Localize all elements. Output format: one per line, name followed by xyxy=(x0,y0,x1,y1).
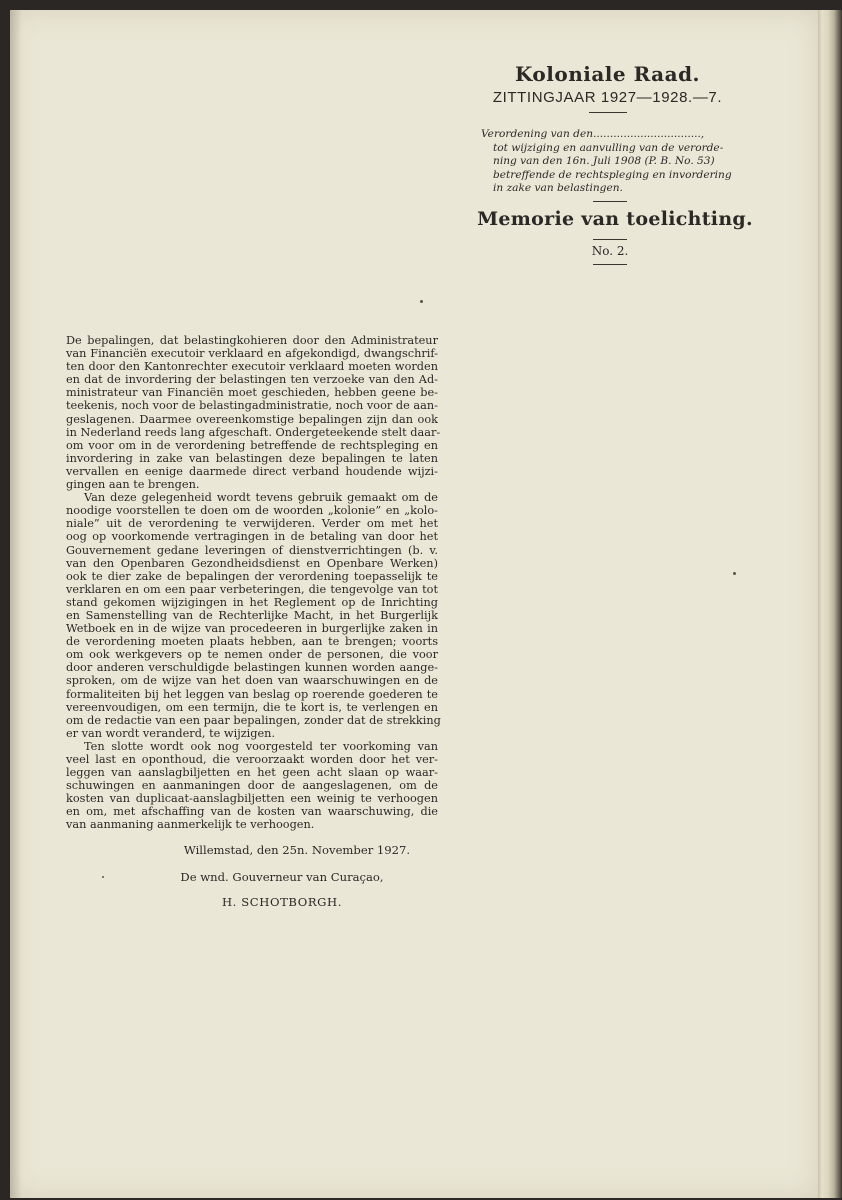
body-line: ook te dier zake de bepalingen der verordening toepasselijk te xyxy=(66,569,438,583)
signatory-name: H. SCHOTBORGH. xyxy=(221,895,343,909)
place-date: Willemstad, den 25n. November 1927. xyxy=(183,843,411,857)
body-line: de verordening moeten plaats hebben, aan te brengen; voorts xyxy=(66,635,438,649)
page-shadow xyxy=(10,10,22,1198)
ordinance-line: ning van den 16n. Juli 1908 (P. B. No. 53) xyxy=(493,155,715,168)
number-divider xyxy=(593,264,627,265)
body-line: ten door den Kantonrechter executoir verklaard moeten worden xyxy=(66,360,438,374)
body-line: Van deze gelegenheid wordt tevens gebruik gemaakt om de xyxy=(84,491,438,505)
body-line: schuwingen en aanmaningen door de aangeslagenen, om de xyxy=(66,779,438,793)
document-number: No. 2. xyxy=(591,244,629,258)
body-line: vervallen en eenige daarmede direct verband houdende wijzi- xyxy=(66,464,438,478)
body-line: door anderen verschuldigde belastingen kunnen worden aange- xyxy=(66,661,438,675)
body-line: Gouvernement gedane leveringen of dienstverrichtingen (b. v. xyxy=(66,543,438,557)
body-line: teekenis, noch voor de belastingadministratie, noch voor de aan- xyxy=(66,399,438,413)
body-line: ministrateur van Financiën moet geschieden, hebben geene be- xyxy=(66,386,438,400)
body-line: vereenvoudigen, om een termijn, die te kort is, te verlengen en xyxy=(66,700,438,714)
ordinance-description xyxy=(481,128,737,196)
ordinance-line: tot wijziging en aanvulling van de verorde- xyxy=(493,141,724,154)
body-line: Ten slotte wordt ook nog voorgesteld ter voorkoming van xyxy=(84,739,438,753)
body-line: De bepalingen, dat belastingkohieren door den Administrateur xyxy=(66,334,438,347)
body-line: niale” uit de verordening te verwijderen. Verder om met het xyxy=(66,517,438,531)
body-line: leggen van aanslagbiljetten en het geen acht slaan op waar- xyxy=(66,766,438,780)
body-line: sproken, om de wijze van het doen van waarschuwingen en de xyxy=(66,674,438,688)
body-line: veel last en oponthoud, die veroorzaakt worden door het ver- xyxy=(66,753,438,766)
body-line: formaliteiten bij het leggen van beslag op roerende goederen te xyxy=(66,687,438,701)
body-line: noodige voorstellen te doen om de woorden „kolonie” en „kolo- xyxy=(66,504,438,518)
body-line: gingen aan te brengen. xyxy=(66,478,200,492)
title-divider xyxy=(593,239,627,240)
document-title: Memorie van toelichting. xyxy=(477,208,753,230)
body-line: in Nederland reeds lang afgeschaft. Ondergeteekende stelt daar- xyxy=(66,425,441,439)
body-line: Wetboek en in de wijze van procedeeren in burgerlijke zaken in xyxy=(66,622,438,636)
paper-speck xyxy=(733,572,736,575)
body-line: geslagenen. Daarmee overeenkomstige bepalingen zijn dan ook xyxy=(66,412,438,426)
body-line: en dat de invordering der belastingen ten verzoeke van den Ad- xyxy=(66,373,438,387)
body-line: en Samenstelling van de Rechterlijke Macht, in het Burgerlijk xyxy=(66,608,438,622)
ordinance-line: Verordening van den................................, xyxy=(481,128,705,140)
body-line: verklaren en om een paar verbeteringen, die tengevolge van tot xyxy=(66,582,438,596)
document-header xyxy=(470,62,745,113)
signatory-office: De wnd. Gouverneur van Curaçao, xyxy=(180,870,384,884)
session-year: ZITTINGJAAR 1927—1928.—7. xyxy=(492,89,723,106)
ordinance-line: in zake van belastingen. xyxy=(493,182,623,195)
body-line: om de redactie van een paar bepalingen, zonder dat de strekking xyxy=(66,713,441,727)
council-title: Koloniale Raad. xyxy=(514,62,701,86)
header-divider xyxy=(589,112,627,113)
body-text xyxy=(66,334,441,832)
page-edge xyxy=(818,10,842,1198)
paper-speck xyxy=(420,300,423,303)
ordinance-line: betreffende de rechtspleging en invordering xyxy=(493,168,732,181)
ordinance-divider xyxy=(593,201,627,202)
body-line: kosten van duplicaat-aanslagbiljetten een weinig te verhoogen xyxy=(66,792,438,806)
body-line: invordering in zake van belastingen deze bepalingen te laten xyxy=(66,451,438,465)
body-line: en om, met afschaffing van de kosten van waarschuwing, die xyxy=(66,805,438,819)
body-line: om ook werkgevers op te nemen onder de personen, die voor xyxy=(66,648,438,662)
body-line: van den Openbaren Gezondheidsdienst en Openbare Werken) xyxy=(66,556,438,570)
body-line: stand gekomen wijzigingen in het Reglement op de Inrichting xyxy=(66,595,438,609)
body-line: van aanmaning aanmerkelijk te verhoogen. xyxy=(66,818,315,832)
paper-speck xyxy=(102,876,104,878)
body-line: om voor om in de verordening betreffende de rechtspleging en xyxy=(66,438,438,452)
body-line: van Financiën executoir verklaard en afgekondigd, dwangschrif- xyxy=(66,347,438,361)
body-line: oog op voorkomende vertragingen in de betaling van door het xyxy=(66,530,438,544)
body-line: er van wordt veranderd, te wijzigen. xyxy=(66,726,276,740)
